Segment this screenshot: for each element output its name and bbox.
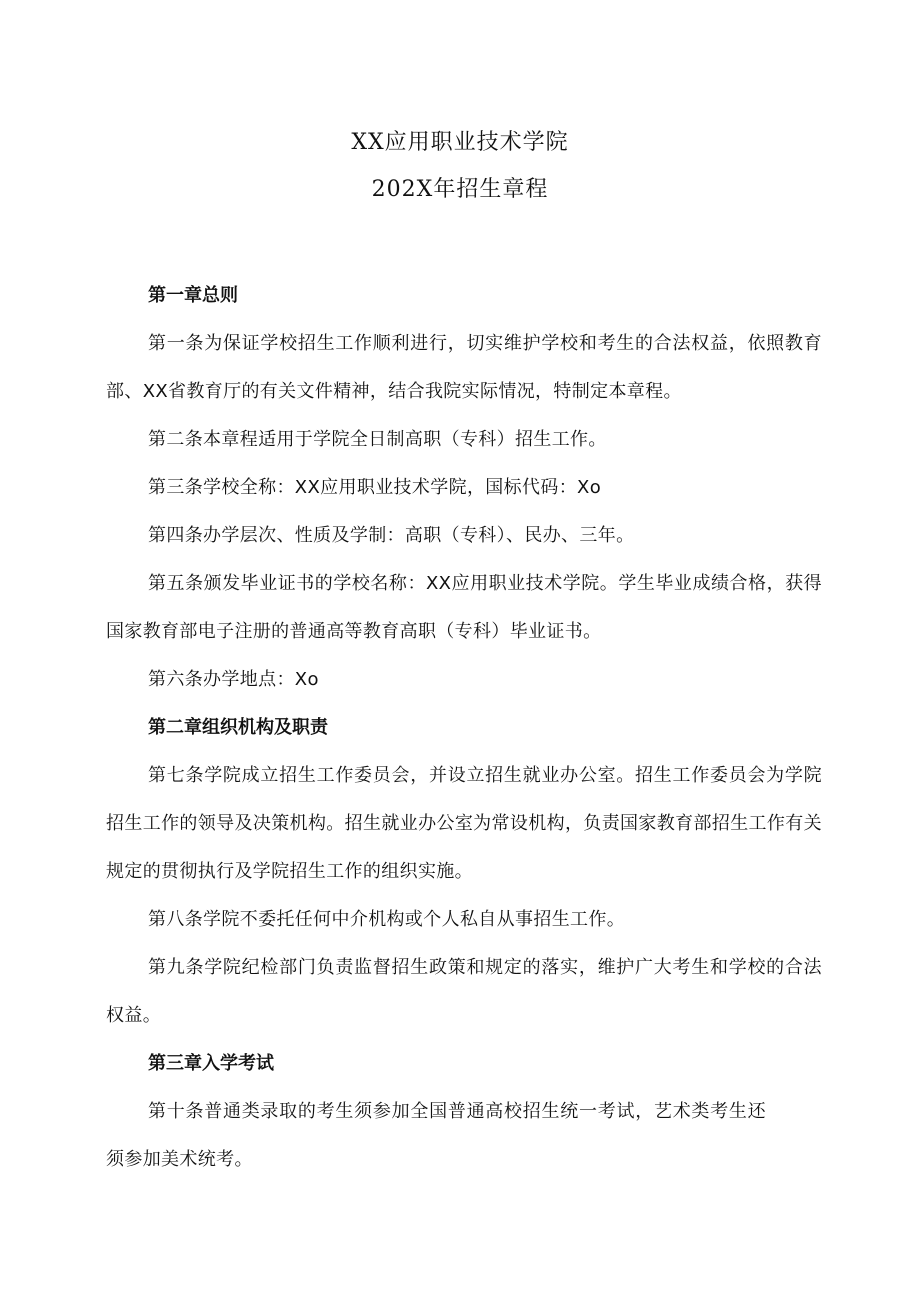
article-5: 第五条颁发毕业证书的学校名称：XX应用职业技术学院。学生毕业成绩合格，获得国家教育部电子注册的普通高等教育高职（专科）毕业证书。 [106,573,822,642]
article-10: 第十条普通类录取的考生须参加全国普通高校招生统一考试，艺术类考生还须参加美术统考。 [106,1101,766,1170]
article-9: 第九条学院纪检部门负责监督招生政策和规定的落实，维护广大考生和学校的合法权益。 [106,957,822,1026]
article-6: 第六条办学地点：Xo [148,669,319,690]
document-title-charter: 202X年招生章程 [371,177,549,202]
article-8: 第八条学院不委托任何中介机构或个人私自从事招生工作。 [148,909,626,930]
article-1: 第一条为保证学校招生工作顺利进行，切实维护学校和考生的合法权益，依照教育部、XX省教育厅的有关文件精神，结合我院实际情况，特制定本章程。 [106,333,822,402]
document-title-school: XX应用职业技术学院 [351,130,569,155]
document-body [106,272,822,1184]
article-3: 第三条学校全称：XX应用职业技术学院，国标代码：Xo [148,477,602,498]
chapter-2-heading: 第二章组织机构及职责 [148,717,328,738]
article-4: 第四条办学层次、性质及学制：高职（专科）、民办、三年。 [148,525,635,546]
chapter-1-heading: 第一章总则 [148,285,238,306]
article-7: 第七条学院成立招生工作委员会，并设立招生就业办公室。招生工作委员会为学院招生工作的领导及决策机构。招生就业办公室为常设机构，负责国家教育部招生工作有关规定的贯彻执行及学院招生工作的组织实施。 [106,765,822,882]
article-2: 第二条本章程适用于学院全日制高职（专科）招生工作。 [148,429,607,450]
chapter-3-heading: 第三章入学考试 [148,1053,274,1074]
